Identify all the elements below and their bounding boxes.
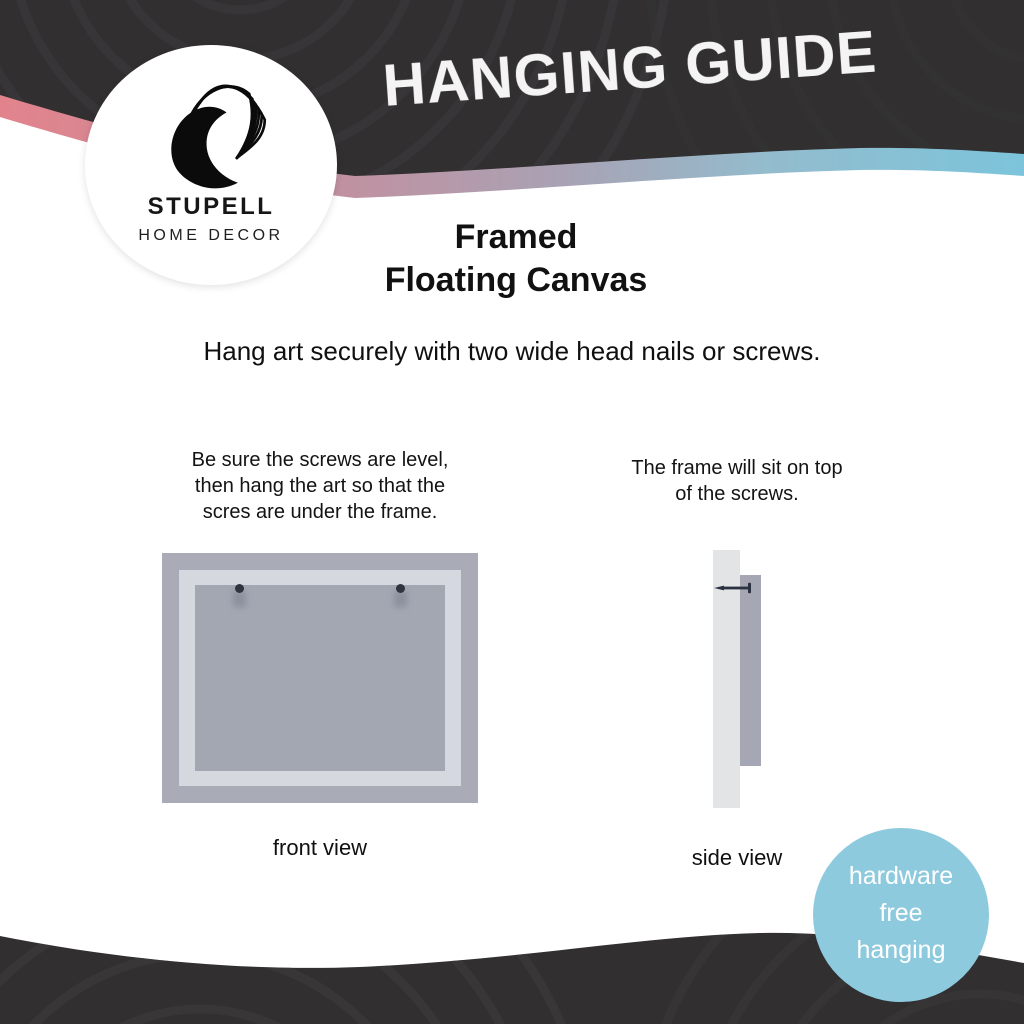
front-instruction-line2: then hang the art so that the — [194, 475, 446, 497]
screw-dot-right — [396, 584, 405, 593]
product-title — [262, 216, 770, 302]
front-view-instructions — [145, 447, 495, 525]
screw-dot-left — [235, 584, 244, 593]
front-instruction-line3: scres are under the frame. — [202, 501, 438, 523]
side-view-canvas-bar — [740, 575, 761, 766]
nail-icon — [713, 580, 757, 596]
canvas-area — [195, 585, 445, 771]
side-instruction-line2: of the screws. — [675, 483, 799, 505]
badge-line2: free — [879, 899, 923, 927]
front-view-diagram — [162, 553, 478, 803]
side-instruction-line1: The frame will sit on top — [631, 457, 843, 479]
badge-line1: hardware — [848, 862, 954, 890]
brand-logo-circle — [85, 45, 337, 285]
hardware-free-badge — [813, 828, 989, 1002]
side-view-caption: side view — [691, 845, 783, 870]
stupell-s-swoosh-icon — [152, 67, 270, 191]
screw-shadow — [233, 591, 246, 607]
badge-text — [813, 828, 989, 969]
side-view-instructions — [587, 455, 887, 507]
badge-line3: hanging — [856, 936, 946, 964]
product-title-line1: Framed — [454, 218, 578, 256]
front-instruction-line1: Be sure the screws are level, — [191, 449, 449, 471]
frame-border — [179, 570, 461, 786]
screw-shadow — [394, 591, 407, 607]
brand-name: STUPELL — [147, 193, 275, 220]
lead-instruction: Hang art securely with two wide head nails or screws. — [203, 336, 821, 366]
brand-tagline: HOME DECOR — [138, 227, 284, 244]
front-view-caption: front view — [272, 835, 368, 860]
page-title: HANGING GUIDE — [380, 18, 879, 119]
product-title-line2: Floating Canvas — [384, 261, 648, 299]
